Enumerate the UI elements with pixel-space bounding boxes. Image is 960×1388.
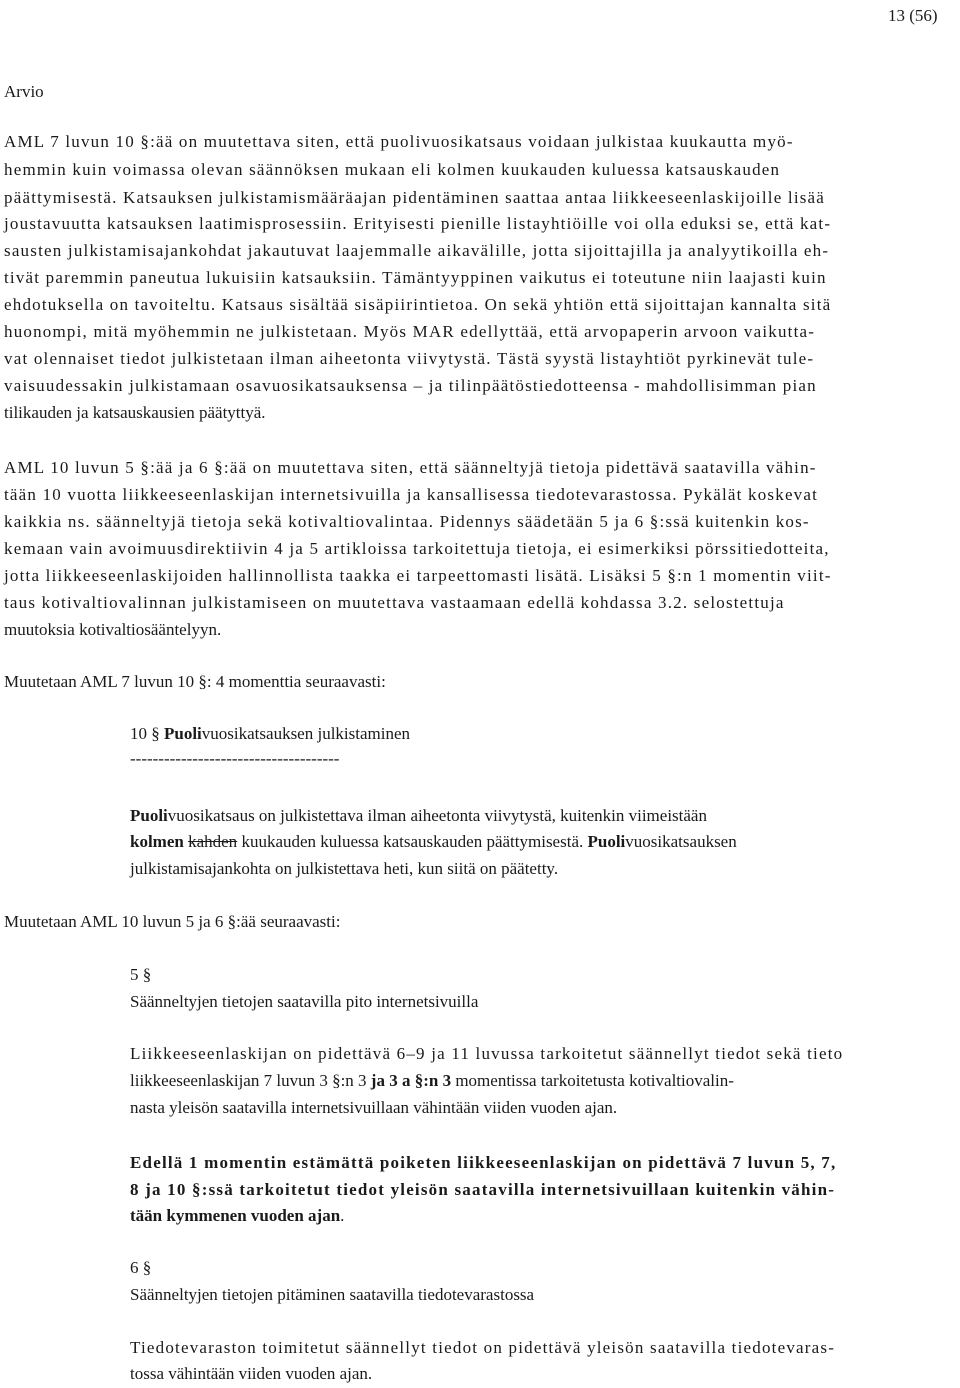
text-line: ehdotuksella on tavoiteltu. Katsaus sisältää sisäpiirintietoa. On sekä yhtiön että sijoittajan kannalta sitä bbox=[4, 295, 832, 314]
text-segment: kuukauden kuluessa katsauskauden päättymisestä. bbox=[241, 832, 584, 851]
text-segment: liikkeeseenlaskijan 7 luvun 3 §:n 3 bbox=[130, 1071, 367, 1090]
dash-separator: ------------------------------------- bbox=[130, 749, 340, 768]
text-line: päättymisestä. Katsauksen julkistamismääräajan pidentäminen saattaa antaa liikkeeseenlaskijoille lisää bbox=[4, 188, 826, 207]
text-line: muutoksia kotivaltiosääntelyyn. bbox=[4, 620, 222, 639]
bold-insert: Puoli bbox=[130, 806, 168, 825]
section-number: 5 § bbox=[130, 965, 152, 984]
text-segment: momentissa tarkoitetusta kotivaltiovalin- bbox=[455, 1071, 734, 1090]
section-title: Säänneltyjen tietojen saatavilla pito internetsivuilla bbox=[130, 992, 479, 1011]
section-title: Säänneltyjen tietojen pitäminen saatavilla tiedotevarastossa bbox=[130, 1285, 535, 1304]
section-number: 10 § bbox=[130, 724, 160, 743]
text-line: AML 10 luvun 5 §:ää ja 6 §:ää on muutettava siten, että säänneltyjä tietoja pidettävä saatavilla vähin- bbox=[4, 458, 817, 477]
text-line: jotta liikkeeseenlaskijoiden hallinnollista taakka ei tarpeettomasti lisätä. Lisäksi 5 §:n 1 momentin viit- bbox=[4, 566, 832, 585]
text-line bbox=[130, 806, 707, 826]
text-line: huonompi, mitä myöhemmin ne julkistetaan. Myös MAR edellyttää, että arvopaperin arvoon vaikutta- bbox=[4, 322, 816, 341]
text-line: sausten julkistamisajankohdat jakautuvat laajemmalle aikavälille, jotta sijoittajilla ja analyytikoilla eh- bbox=[4, 241, 830, 260]
text-line bbox=[130, 1071, 734, 1091]
section-title bbox=[130, 724, 410, 744]
text-line: vat olennaiset tiedot julkistetaan ilman aiheetonta viivytystä. Tästä syystä listayhtiöt pyrkinevät tule- bbox=[4, 349, 815, 368]
title-text: vuosikatsauksen julkistaminen bbox=[201, 724, 411, 743]
text-line bbox=[130, 832, 737, 852]
amendment-intro-1: Muutetaan AML 7 luvun 10 §: 4 momenttia seuraavasti: bbox=[4, 672, 386, 691]
text-segment: vuosikatsauksen bbox=[625, 832, 737, 851]
page-number: 13 (56) bbox=[888, 6, 938, 25]
text-line: vaisuudessakin julkistamaan osavuosikatsauksensa – ja tilinpäätöstiedotteensa - mahdollisimman pian bbox=[4, 376, 817, 395]
section-heading: Arvio bbox=[4, 82, 44, 101]
bold-insert: Puoli bbox=[164, 724, 202, 743]
text-line: AML 7 luvun 10 §:ää on muutettava siten, että puolivuosikatsaus voidaan julkistaa kuukautta myö- bbox=[4, 132, 794, 151]
bold-insert: tään kymmenen vuoden ajan bbox=[130, 1206, 341, 1225]
text-segment: . bbox=[340, 1206, 345, 1225]
section-number: 6 § bbox=[130, 1258, 152, 1277]
text-line: tilikauden ja katsauskausien päätyttyä. bbox=[4, 403, 266, 422]
struck-text: kahden bbox=[188, 832, 238, 851]
text-line: julkistamisajankohta on julkistettava heti, kun siitä on päätetty. bbox=[130, 859, 559, 878]
text-line-bold: Edellä 1 momentin estämättä poiketen liikkeeseenlaskijan on pidettävä 7 luvun 5, 7, bbox=[130, 1153, 837, 1172]
text-line: tään 10 vuotta liikkeeseenlaskijan internetsivuilla ja kansallisessa tiedotevarastossa. Pykälät koskevat bbox=[4, 485, 819, 504]
text-line: Liikkeeseenlaskijan on pidettävä 6–9 ja 11 luvussa tarkoitetut säännellyt tiedot sekä tieto bbox=[130, 1044, 844, 1063]
text-line: joustavuutta katsauksen laatimisprosessiin. Erityisesti pienille listayhtiöille voi olla eduksi se, että kat- bbox=[4, 214, 832, 233]
text-segment: vuosikatsaus on julkistettava ilman aiheetonta viivytystä, kuitenkin viimeistään bbox=[167, 806, 707, 825]
bold-insert: Puoli bbox=[587, 832, 626, 851]
text-line bbox=[130, 1206, 344, 1226]
text-line-bold: 8 ja 10 §:ssä tarkoitetut tiedot yleisön saatavilla internetsivuillaan kuitenkin vähin- bbox=[130, 1180, 836, 1199]
text-line: Tiedotevaraston toimitetut säännellyt tiedot on pidettävä yleisön saatavilla tiedotevaras- bbox=[130, 1338, 836, 1357]
text-line: kemaan vain avoimuusdirektiivin 4 ja 5 artikloissa tarkoitettuja tietoja, ei esimerkiksi pörssitiedotteita, bbox=[4, 539, 830, 558]
amendment-intro-2: Muutetaan AML 10 luvun 5 ja 6 §:ää seuraavasti: bbox=[4, 912, 341, 931]
bold-insert: kolmen bbox=[130, 832, 184, 851]
text-line: hemmin kuin voimassa olevan säännöksen mukaan eli kolmen kuukauden kuluessa katsauskauden bbox=[4, 160, 781, 179]
text-line: tossa vähintään viiden vuoden ajan. bbox=[130, 1364, 373, 1383]
text-line: taus kotivaltiovalinnan julkistamiseen on muutettava vastaamaan edellä kohdassa 3.2. selostettuja bbox=[4, 593, 785, 612]
text-line: nasta yleisön saatavilla internetsivuillaan vähintään viiden vuoden ajan. bbox=[130, 1098, 618, 1117]
text-line: kaikkia ns. säänneltyjä tietoja sekä kotivaltiovalintaa. Pidennys säädetään 5 ja 6 §:ssä kuitenkin kos- bbox=[4, 512, 810, 531]
bold-insert: ja 3 a §:n 3 bbox=[370, 1071, 452, 1090]
text-line: tivät paremmin paneutua lukuisiin katsauksiin. Tämäntyyppinen vaikutus ei toteutune niin laajasti kuin bbox=[4, 268, 827, 287]
